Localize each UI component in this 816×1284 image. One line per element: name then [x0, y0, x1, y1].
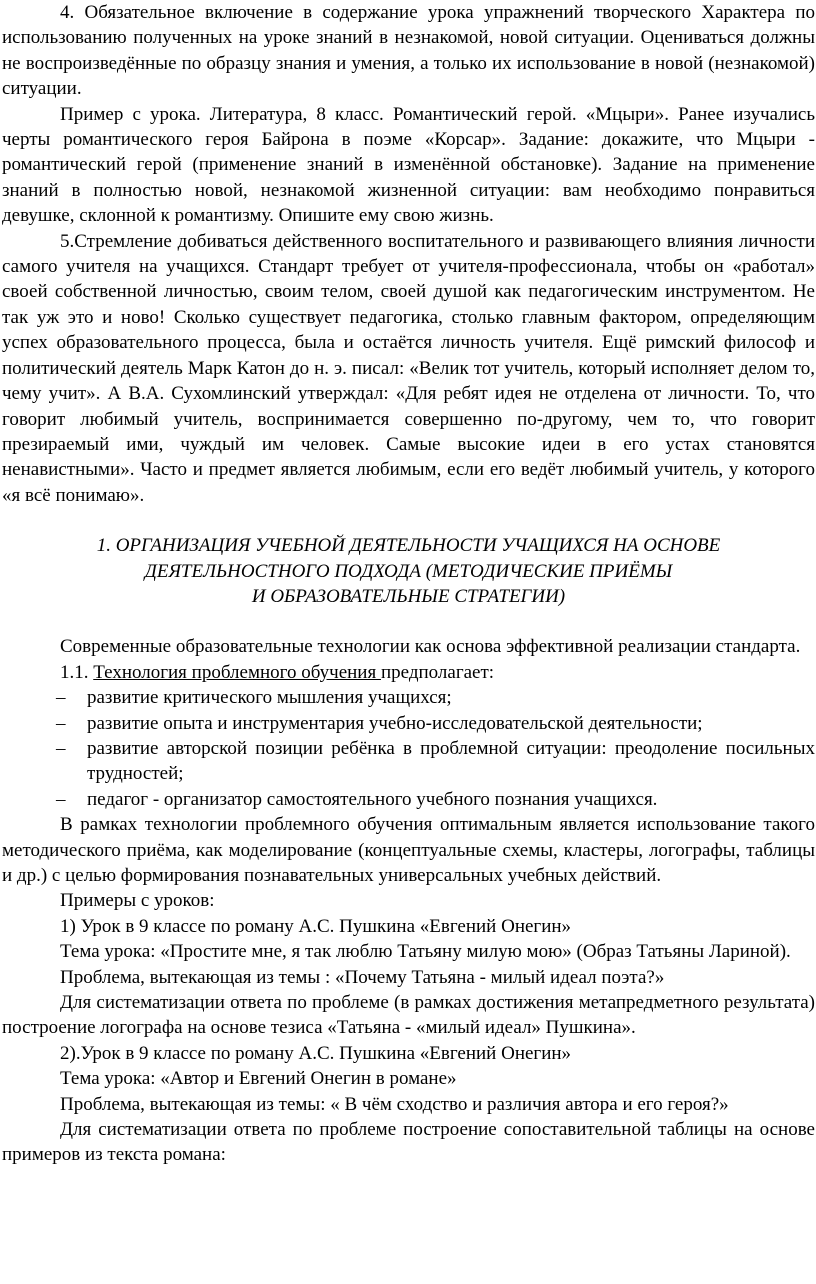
- list-item-text: педагог - организатор самостоятельного учебного познания учащихся.: [87, 788, 658, 810]
- subsection-1-1: [2, 660, 815, 685]
- section-heading: [2, 533, 815, 609]
- list-item: [56, 711, 815, 736]
- subsection-title-underlined: Технология проблемного обучения: [93, 661, 381, 683]
- paragraph-lesson-1: 1) Урок в 9 классе по роману А.С. Пушкина «Евгений Онегин»: [60, 915, 572, 937]
- paragraph-item-5: 5.Стремление добиваться действенного воспитательного и развивающего влияния личности самого учителя на учащихся. Стандарт требует от учителя-профессионала, чтобы он «работал» своей собственной личностью, своим телом, своей душой как педагогическим инструментом. Не так уж это и ново! Сколько существует педагогика, столько главным фактором, определяющим успех образовательного процесса, была и остаётся личность учителя. Ещё римский философ и политический деятель Марк Катон до н. э. писал: «Велик тот учитель, который исполняет делом то, чему учит». А В.А. Сухомлинский утверждал: «Для ребят идея не отделена от личности. То, что говорит любимый учитель, воспринимается совершенно по-другому, чем то, что говорит презираемый ими, чуждый им человек. Самые высокие идеи в его устах становятся ненавистными». Часто и предмет является любимым, если его ведёт любимый учитель, у которого «я всё понимаю».: [2, 230, 815, 506]
- spacer: [2, 609, 815, 634]
- paragraph-lesson-1-problem: Проблема, вытекающая из темы : «Почему Татьяна - милый идеал поэта?»: [60, 966, 665, 988]
- paragraph-lesson-2-problem: Проблема, вытекающая из темы: « В чём сходство и различия автора и его героя?»: [60, 1093, 729, 1115]
- subsection-number: 1.1.: [60, 661, 94, 683]
- paragraph-example-mtsyri: Пример с урока. Литература, 8 класс. Романтический герой. «Мцыри». Ранее изучались черты романтического героя Байрона в поэме «Корсар». Задание: докажите, что Мцыри - романтический герой (применение знаний в изменённой обстановке). Задание на применение знаний в полностью новой, незнакомой жизненной ситуации: вам необходимо понравиться девушке, склонной к романтизму. Опишите ему свою жизнь.: [2, 103, 815, 227]
- dash-marker: –: [56, 788, 66, 810]
- paragraph-lesson-2-topic: Тема урока: «Автор и Евгений Онегин в романе»: [60, 1068, 457, 1090]
- paragraph-lesson-2-systematization: Для систематизации ответа по проблеме построение сопоставительной таблицы на основе примеров из текста романа:: [2, 1119, 815, 1166]
- subsection-rest: предполагает:: [380, 661, 495, 683]
- paragraph-lesson-1-topic: Тема урока: «Простите мне, я так люблю Татьяну милую мою» (Образ Татьяны Лариной).: [60, 941, 791, 963]
- paragraph-examples-heading: Примеры с уроков:: [60, 890, 215, 912]
- list-item: [56, 736, 815, 787]
- section-heading-line-2: ДЕЯТЕЛЬНОСТНОГО ПОДХОДА (МЕТОДИЧЕСКИЕ ПРИЁМЫ: [144, 560, 673, 582]
- list-item: [56, 685, 815, 710]
- dash-marker: –: [56, 687, 66, 709]
- paragraph-lesson-2: 2).Урок в 9 классе по роману А.С. Пушкина «Евгений Онегин»: [60, 1042, 572, 1064]
- spacer: [2, 508, 815, 533]
- list-item-text: развитие авторской позиции ребёнка в проблемной ситуации: преодоление посильных трудностей;: [87, 737, 815, 785]
- paragraph-intro: Современные образовательные технологии как основа эффективной реализации стандарта.: [60, 636, 801, 658]
- list-item-text: развитие критического мышления учащихся;: [87, 687, 452, 709]
- bullet-list: [2, 685, 815, 812]
- dash-marker: –: [56, 712, 66, 734]
- paragraph-item-4: 4. Обязательное включение в содержание урока упражнений творческого Характера по использованию полученных на уроке знаний в незнакомой, новой ситуации. Оцениваться должны не воспроизведённые по образцу знания и умения, а только их использование в новой (незнакомой) ситуации.: [2, 2, 815, 100]
- list-item: [56, 787, 815, 812]
- list-item-text: развитие опыта и инструментария учебно-исследовательской деятельности;: [87, 712, 703, 734]
- section-heading-line-1: 1. ОРГАНИЗАЦИЯ УЧЕБНОЙ ДЕЯТЕЛЬНОСТИ УЧАЩИХСЯ НА ОСНОВЕ: [96, 535, 721, 557]
- section-heading-line-3: И ОБРАЗОВАТЕЛЬНЫЕ СТРАТЕГИИ): [251, 585, 566, 607]
- paragraph-lesson-1-systematization: Для систематизации ответа по проблеме (в рамках достижения метапредметного результата) построение логографа на основе тезиса «Татьяна - «милый идеал» Пушкина».: [2, 992, 815, 1039]
- paragraph-modeling: В рамках технологии проблемного обучения оптимальным является использование такого методического приёма, как моделирование (концептуальные схемы, кластеры, логографы, таблицы и др.) с целью формирования познавательных универсальных учебных действий.: [2, 814, 815, 886]
- dash-marker: –: [56, 737, 66, 759]
